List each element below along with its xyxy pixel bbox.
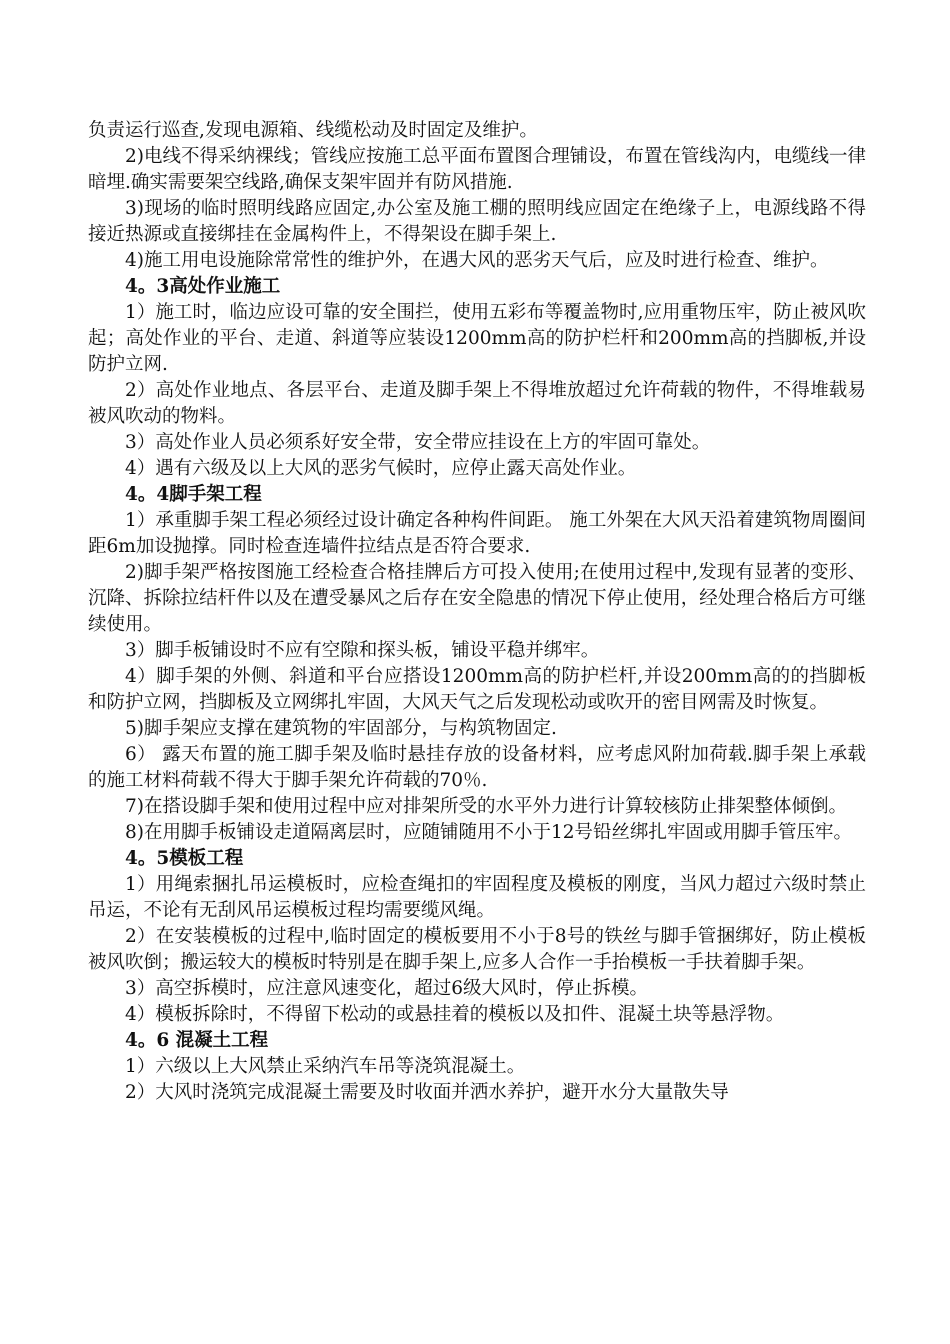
paragraph: 4)施工用电设施除常常性的维护外，在遇大风的恶劣天气后，应及时进行检查、维护。 [125, 250, 829, 271]
document-body [88, 118, 866, 1106]
paragraph: 3）高空拆模时，应注意风速变化，超过6级大风时，停止拆模。 [125, 978, 649, 999]
paragraph: 负责运行巡查,发现电源箱、线缆松动及时固定及维护。 [88, 120, 538, 141]
paragraph: 4）模板拆除时，不得留下松动的或悬挂着的模板以及扣件、混凝土块等悬浮物。 [125, 1004, 785, 1025]
section-heading: 4。3高处作业施工 [125, 276, 281, 297]
paragraph: 4）遇有六级及以上大风的恶劣气候时，应停止露天高处作业。 [125, 458, 637, 479]
paragraph: 2）高处作业地点、各层平台、走道及脚手架上不得堆放超过允许荷载的物件，不得堆载易被风吹动的物料。 [88, 380, 866, 427]
paragraph: 1）施工时，临边应设可靠的安全围拦，使用五彩布等覆盖物时,应用重物压牢，防止被风吹起；高处作业的平台、走道、斜道等应装设1200mm高的防护栏杆和200mm高的挡脚板,并设防护立网. [88, 302, 866, 375]
paragraph: 3）脚手板铺设时不应有空隙和探头板，铺设平稳并绑牢。 [125, 640, 600, 661]
section-heading: 4。6 混凝土工程 [125, 1030, 269, 1051]
paragraph: 2)电线不得采纳裸线；管线应按施工总平面布置图合理铺设，布置在管线沟内，电缆线一律暗埋.确实需要架空线路,确保支架牢固并有防风措施. [88, 146, 866, 193]
paragraph: 7)在搭设脚手架和使用过程中应对排架所受的水平外力进行计算较核防止排架整体倾倒。 [125, 796, 847, 817]
paragraph: 8)在用脚手板铺设走道隔离层时，应随铺随用不小于12号铅丝绑扎牢固或用脚手管压牢。 [125, 822, 853, 843]
paragraph: 2）在安装模板的过程中,临时固定的模板要用不小于8号的铁丝与脚手管捆绑好，防止模板被风吹倒；搬运较大的模板时特别是在脚手架上,应多人合作一手抬模板一手扶着脚手架。 [88, 926, 866, 973]
paragraph: 1）六级以上大风禁止采纳汽车吊等浇筑混凝土。 [125, 1056, 526, 1077]
section-heading: 4。5模板工程 [125, 848, 244, 869]
paragraph: 3）高处作业人员必须系好安全带，安全带应挂设在上方的牢固可靠处。 [125, 432, 711, 453]
paragraph: 1）用绳索捆扎吊运模板时，应检查绳扣的牢固程度及模板的刚度，当风力超过六级时禁止吊运，不论有无刮风吊运模板过程均需要缆风绳。 [88, 874, 866, 921]
paragraph: 2)脚手架严格按图施工经检查合格挂牌后方可投入使用;在使用过程中,发现有显著的变形、沉降、拆除拉结杆件以及在遭受暴风之后存在安全隐患的情况下停止使用，经处理合格后方可继续使用。 [88, 562, 866, 635]
paragraph: 3)现场的临时照明线路应固定,办公室及施工棚的照明线应固定在绝缘子上，电源线路不得接近热源或直接绑挂在金属构件上，不得架设在脚手架上. [88, 198, 866, 245]
paragraph: 5)脚手架应支撑在建筑物的牢固部分，与构筑物固定. [125, 718, 557, 739]
paragraph: 4）脚手架的外侧、斜道和平台应搭设1200mm高的防护栏杆,并设200mm高的的挡脚板和防护立网，挡脚板及立网绑扎牢固，大风天气之后发现松动或吹开的密目网需及时恢复。 [88, 666, 866, 713]
paragraph: 2）大风时浇筑完成混凝土需要及时收面并洒水养护，避开水分大量散失导 [125, 1082, 729, 1103]
section-heading: 4。4脚手架工程 [125, 484, 262, 505]
paragraph: 1）承重脚手架工程必须经过设计确定各种构件间距。 施工外架在大风天沿着建筑物周圈间距6m加设抛撑。同时检查连墙件拉结点是否符合要求. [88, 510, 866, 557]
paragraph: 6） 露天布置的施工脚手架及临时悬挂存放的设备材料，应考虑风附加荷载.脚手架上承载的施工材料荷载不得大于脚手架允许荷载的70％. [88, 744, 866, 791]
